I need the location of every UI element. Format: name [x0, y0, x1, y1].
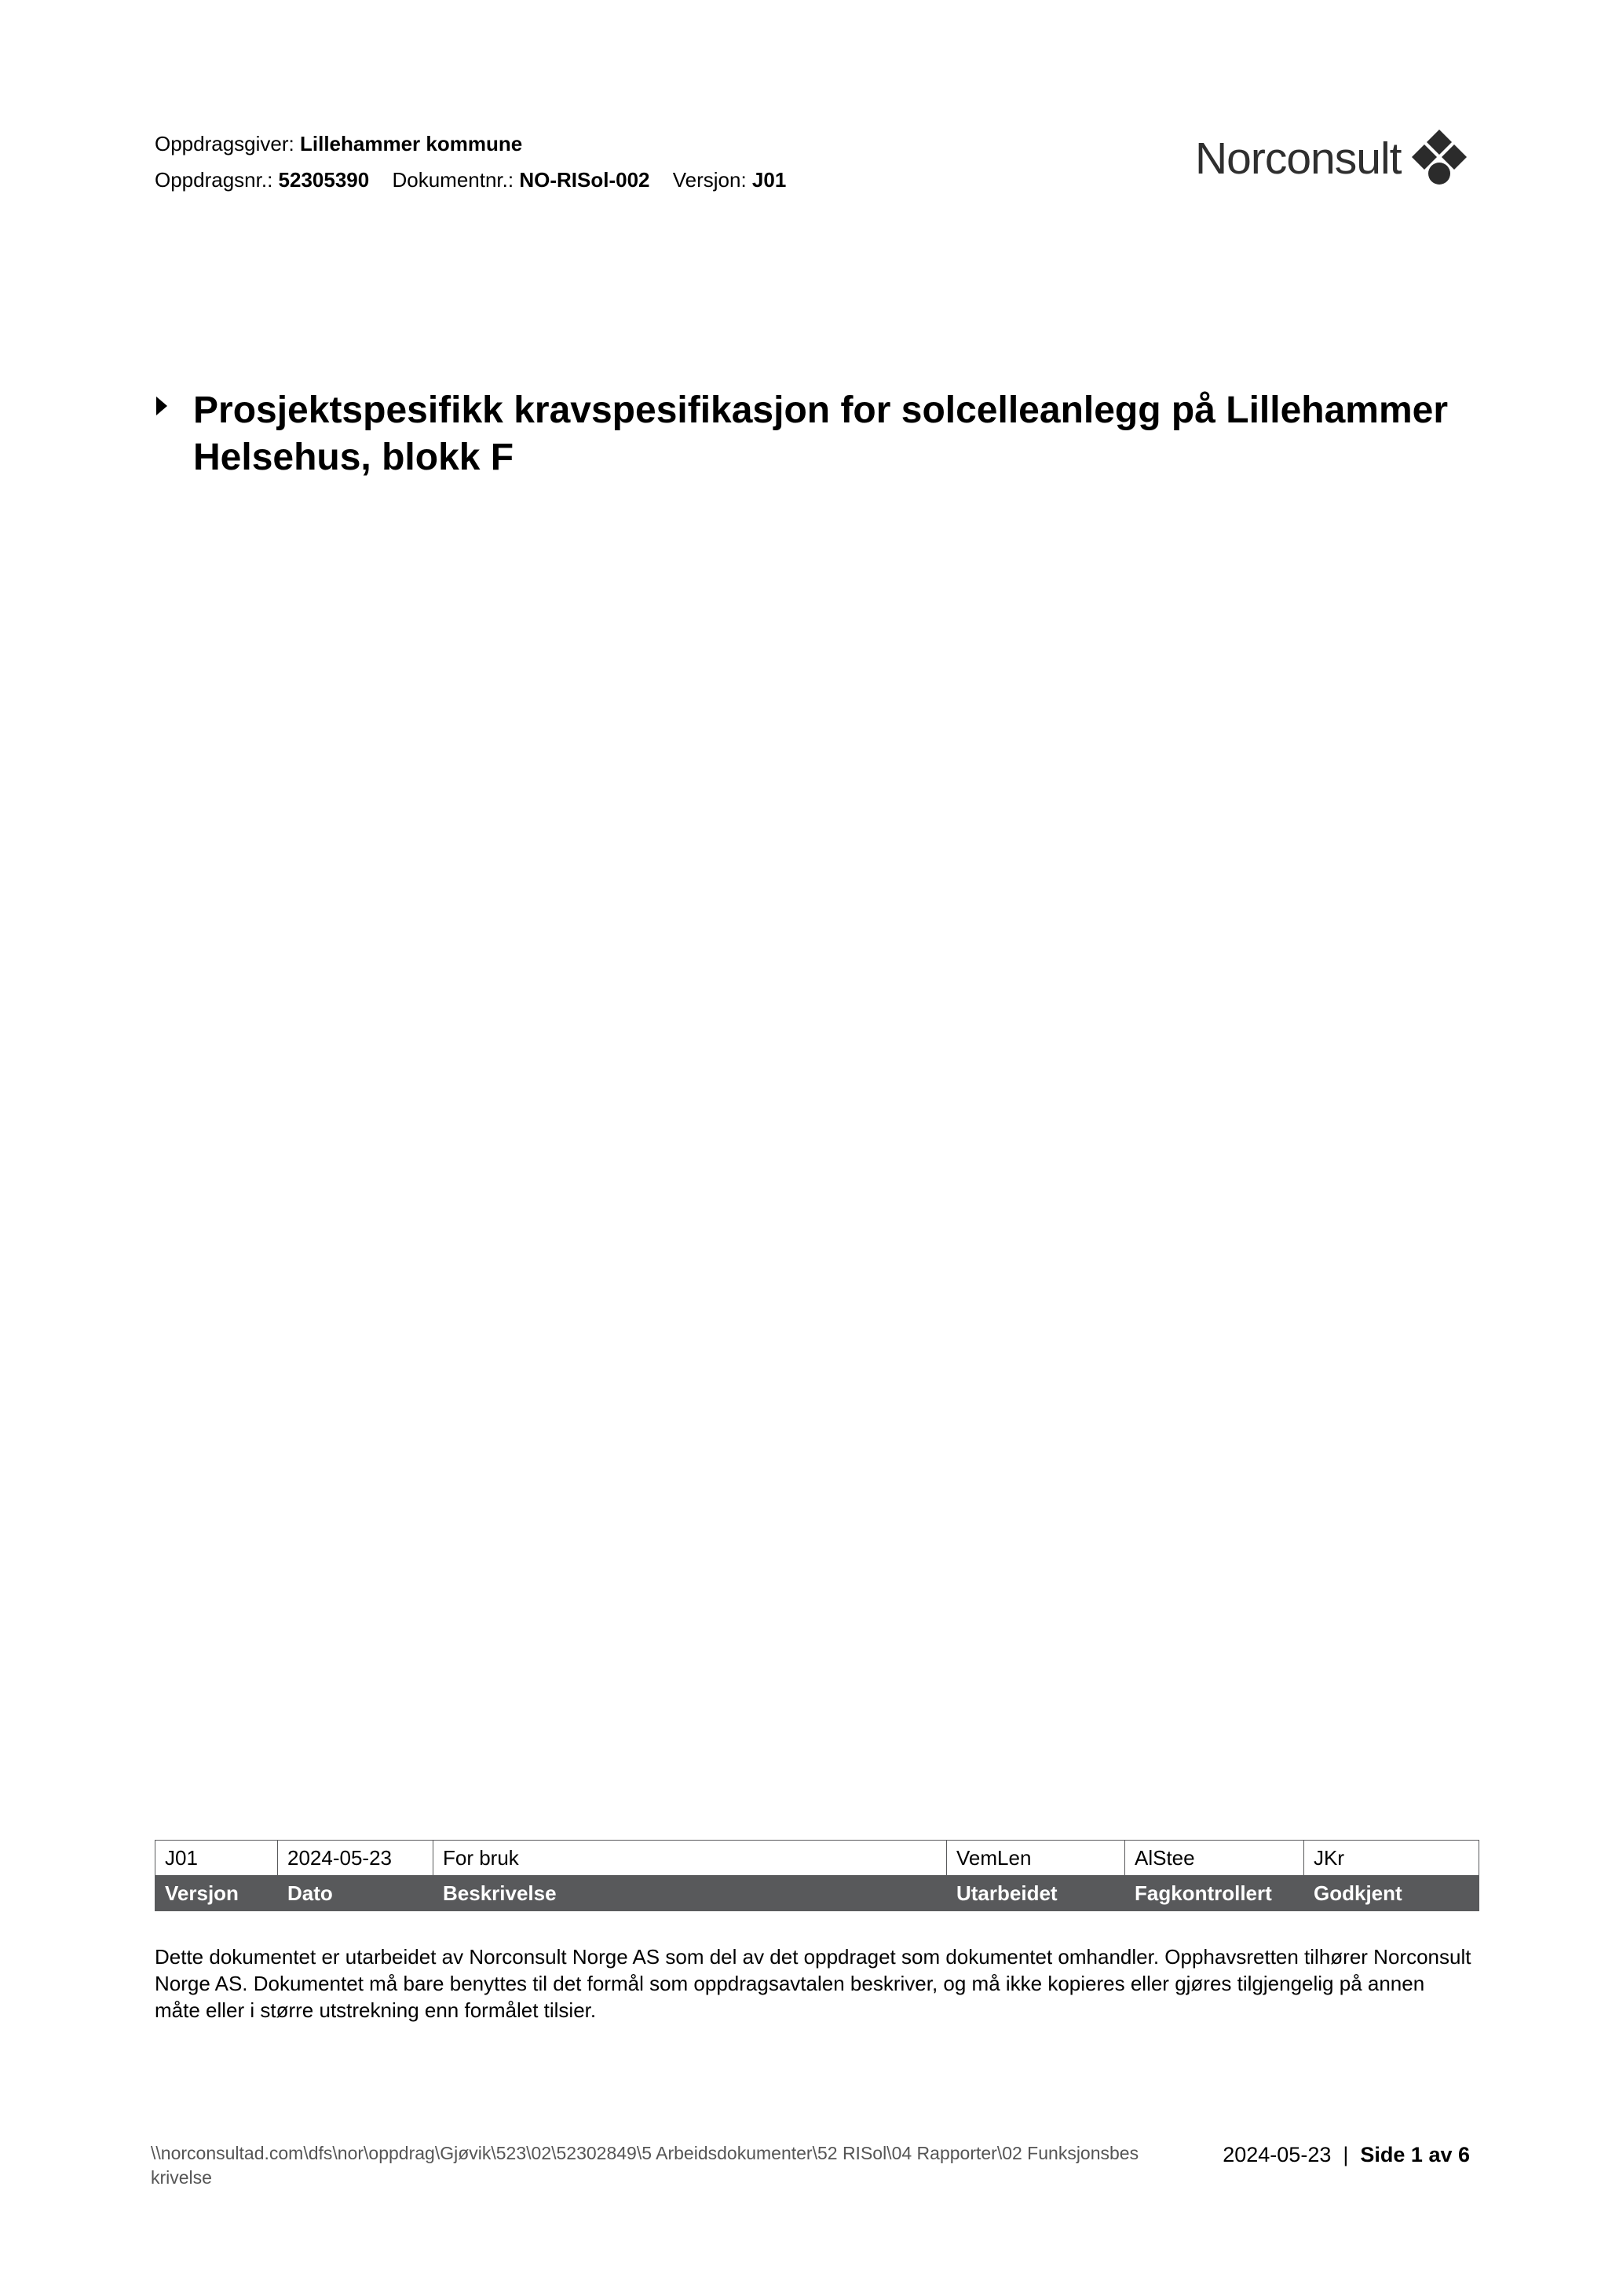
- page-number: Side 1 av 6: [1360, 2143, 1470, 2166]
- revision-header-row: [155, 1876, 1479, 1911]
- header-approved: Godkjent: [1304, 1876, 1479, 1911]
- header-checked: Fagkontrollert: [1125, 1876, 1304, 1911]
- header-description: Beskrivelse: [433, 1876, 947, 1911]
- norconsult-diamond-logo-icon: [1407, 128, 1471, 192]
- version-label: Versjon:: [672, 168, 747, 192]
- cell-checked: AlStee: [1125, 1841, 1304, 1876]
- header-date: Dato: [278, 1876, 433, 1911]
- footer-page-info: [1223, 2142, 1470, 2167]
- assignment-number: 52305390: [278, 168, 370, 192]
- revision-row: [155, 1841, 1479, 1876]
- cell-version: J01: [155, 1841, 278, 1876]
- document-number: NO-RISol-002: [519, 168, 650, 192]
- logo-text: Norconsult: [1195, 133, 1402, 184]
- document-label: Dokumentnr.:: [392, 168, 514, 192]
- client-line: [155, 131, 522, 156]
- document-title: Prosjektspesifikk kravspesifikasjon for solcelleanlegg på Lillehammer Helsehus, blokk F: [193, 389, 1449, 478]
- cell-prepared: VemLen: [947, 1841, 1125, 1876]
- revision-table: [155, 1840, 1479, 1911]
- copyright-disclaimer: Dette dokumentet er utarbeidet av Norconsult Norge AS som del av det oppdraget som dokumentet omhandler. Opphavsretten tilhører Norconsult Norge AS. Dokumentet må bare benyttes til det formål som oppdragsavtalen beskriver, og må ikke kopieres eller gjøres tilgjengelig på annen måte eller i større utstrekning enn formålet tilsier.: [155, 1945, 1471, 2022]
- cell-approved: JKr: [1304, 1841, 1479, 1876]
- triangle-right-icon: [155, 395, 169, 417]
- document-info-line: [155, 167, 786, 192]
- header-version: Versjon: [155, 1876, 278, 1911]
- client-value: Lillehammer kommune: [300, 132, 523, 155]
- footer-date: 2024-05-23: [1223, 2143, 1332, 2166]
- footer-file-path: \\norconsultad.com\dfs\nor\oppdrag\Gjøvik\523\02\52302849\5 Arbeidsdokumenter\52 RISol\04 Rapporter\02 Funksjonsbeskrivelse: [151, 2143, 1139, 2188]
- header-prepared: Utarbeidet: [947, 1876, 1125, 1911]
- version-value: J01: [751, 168, 787, 192]
- cell-description: For bruk: [433, 1841, 947, 1876]
- footer-separator: |: [1343, 2143, 1349, 2166]
- cell-date: 2024-05-23: [278, 1841, 433, 1876]
- client-label: Oppdragsgiver:: [155, 132, 294, 155]
- assignment-label: Oppdragsnr.:: [155, 168, 273, 192]
